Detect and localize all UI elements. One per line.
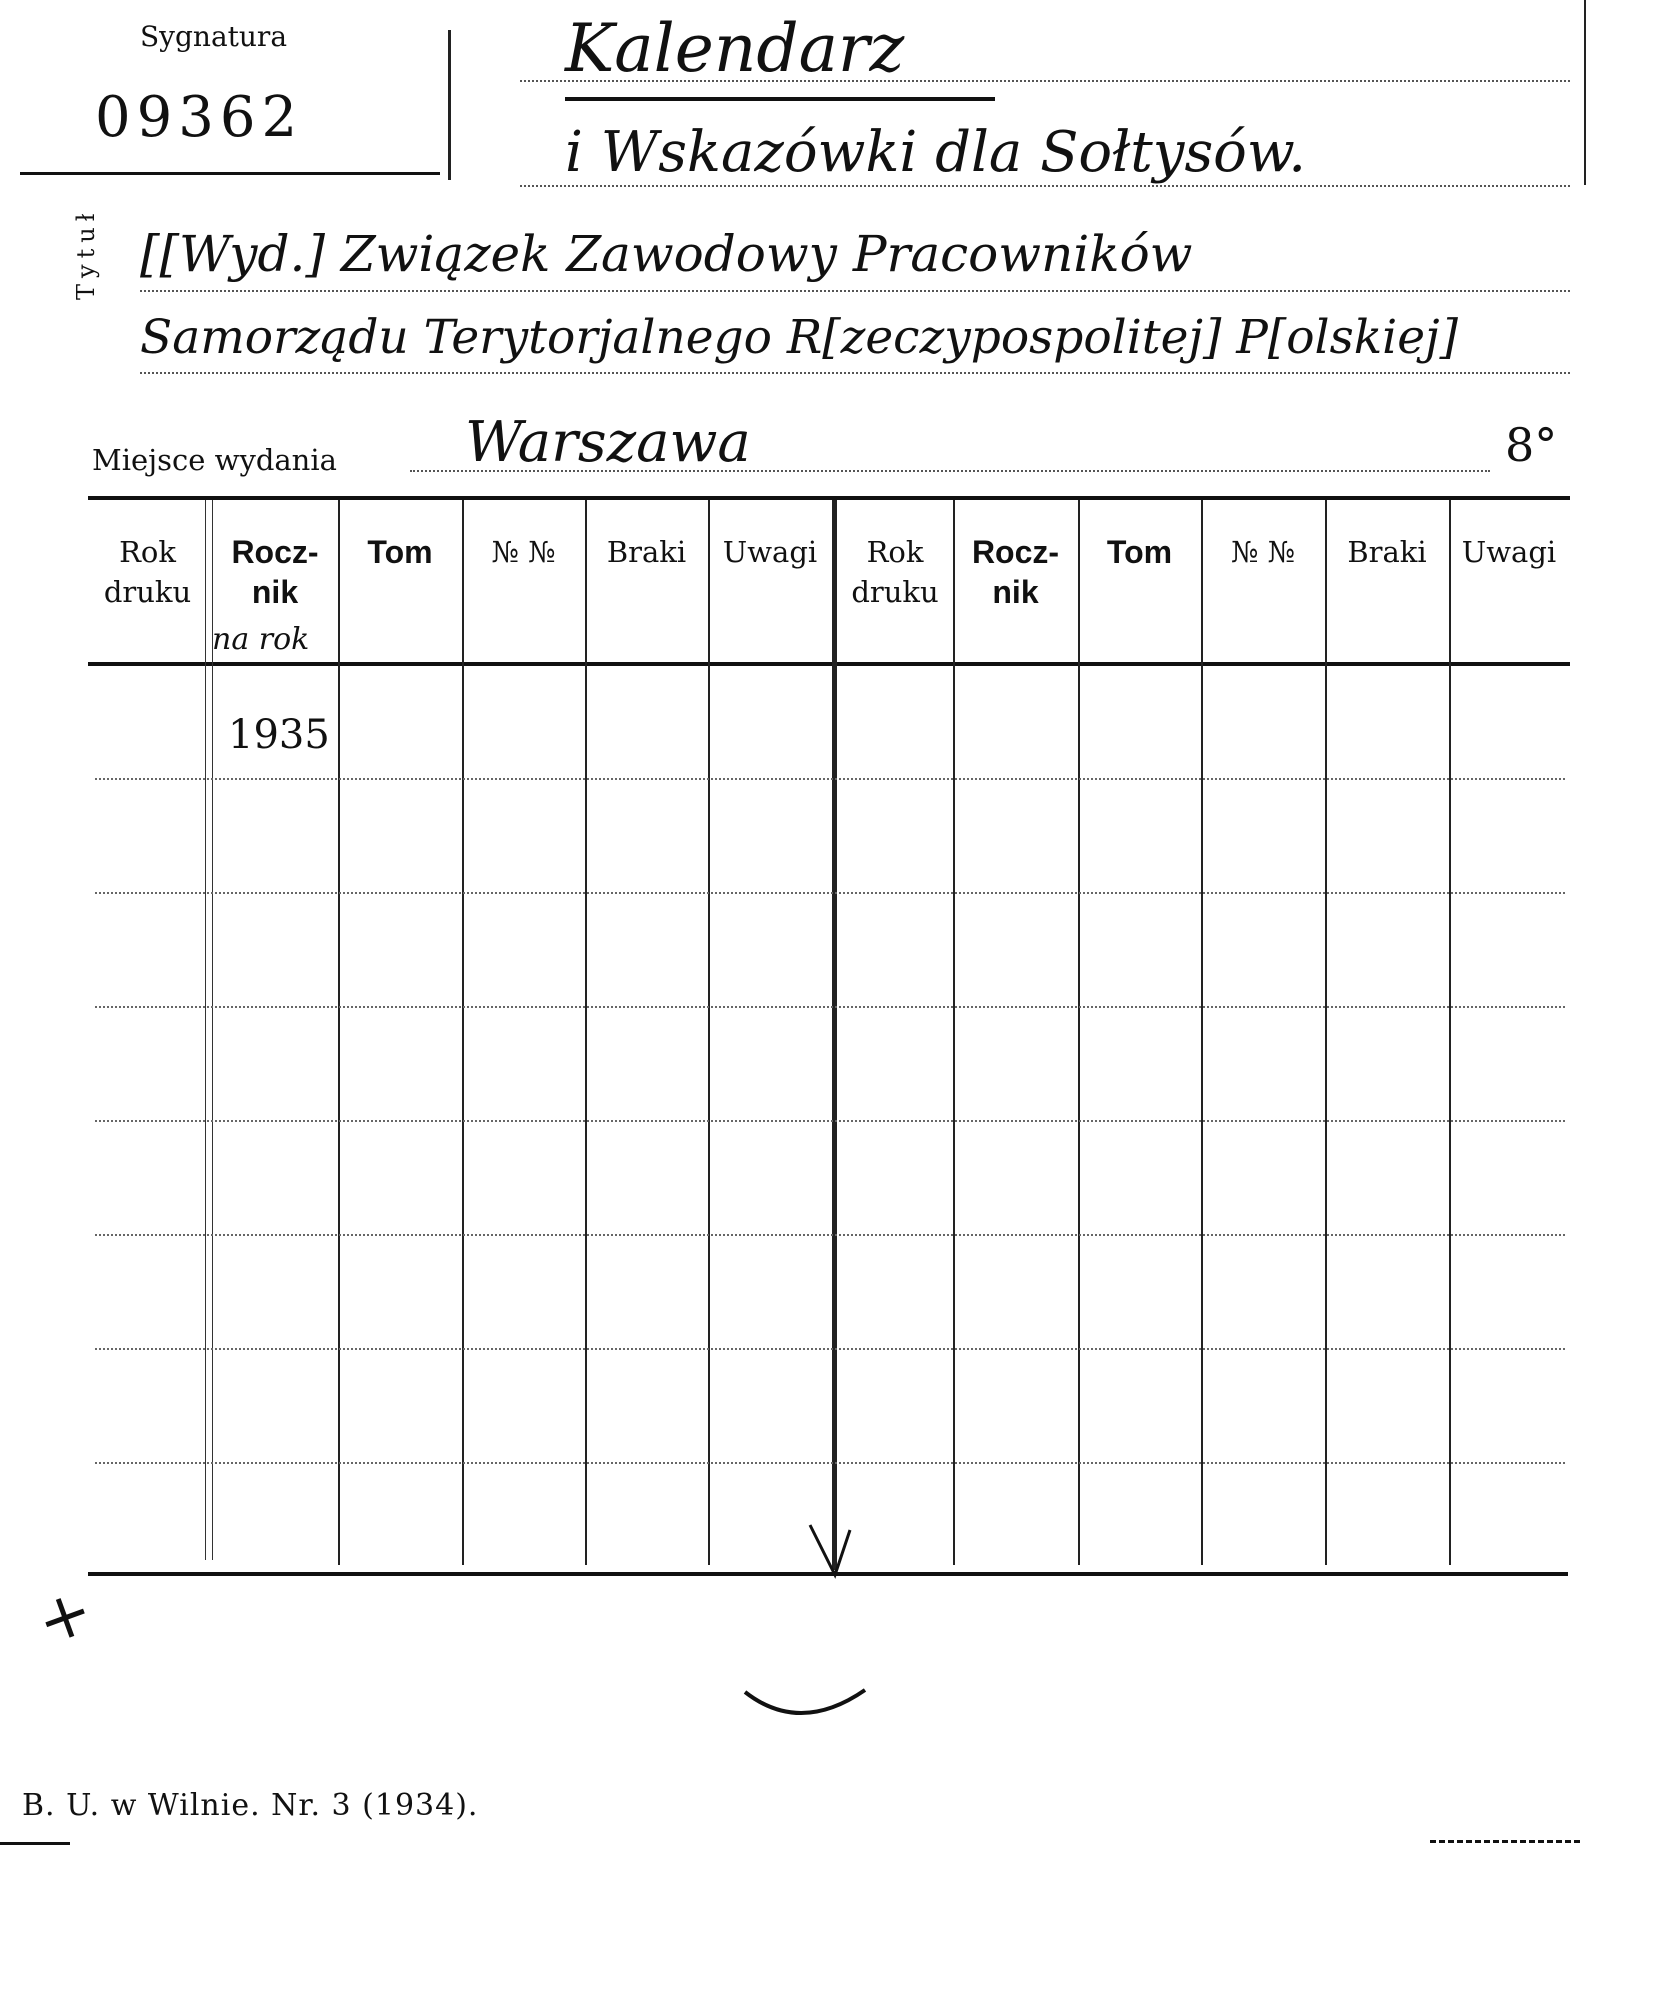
- col-sep-10: [1325, 500, 1327, 1565]
- title-main: Kalendarz: [565, 10, 905, 87]
- arrow-down-icon: [790, 1520, 870, 1580]
- col-head-label: Uwagi: [1461, 535, 1557, 569]
- row-guide-6: [95, 1348, 1565, 1350]
- col-head-rocznik-2: [953, 532, 1078, 612]
- col-head-uwagi-2: [1449, 532, 1569, 572]
- col-head-uwagi: [708, 532, 832, 572]
- place-value: Warszawa: [465, 410, 751, 475]
- title-underline: [565, 97, 995, 101]
- col-sep-middle: [832, 500, 837, 1570]
- col-head-label: Rocz- nik: [231, 534, 319, 610]
- row-guide-2: [95, 892, 1565, 894]
- col-head-label: Uwagi: [722, 535, 818, 569]
- col-sep-2: [338, 500, 340, 1565]
- format-value: 8°: [1505, 418, 1558, 472]
- right-edge-mark: [1584, 0, 1586, 185]
- publisher-line2: Samorządu Terytorjalnego R[zeczypospolitej] P[olskiej]: [140, 310, 1458, 365]
- table-header-rule: [88, 662, 1570, 666]
- col-head-braki-2: [1325, 532, 1449, 572]
- col-head-rocznik-note: na rok: [212, 622, 310, 657]
- signature-underline: [20, 172, 440, 175]
- col-sep-9: [1201, 500, 1203, 1565]
- title-dotted-line: [520, 80, 1570, 82]
- card-bottom-edge-left: [0, 1842, 70, 1845]
- col-head-numbers-2: [1201, 532, 1325, 572]
- col-head-rok-druku-2: [837, 532, 953, 612]
- row-guide-1: [95, 778, 1565, 780]
- col-head-tom: [338, 532, 462, 572]
- signature-divider: [448, 30, 451, 180]
- row-guide-7: [95, 1462, 1565, 1464]
- row-guide-5: [95, 1234, 1565, 1236]
- col-sep-4: [585, 500, 587, 1565]
- entry-year: 1935: [228, 712, 330, 758]
- col-head-braki: [585, 532, 708, 572]
- col-head-label: Rocz- nik: [971, 534, 1060, 610]
- col-head-label: Tom: [1106, 534, 1173, 570]
- tytul-label: Tytuł: [72, 207, 100, 300]
- col-head-label: № №: [491, 535, 556, 569]
- col-head-numbers: [462, 532, 585, 572]
- col-sep-8: [1078, 500, 1080, 1565]
- place-dots: [410, 470, 1490, 472]
- col-head-tom-2: [1078, 532, 1201, 572]
- signature-number: 09362: [95, 85, 304, 150]
- col-sep-3: [462, 500, 464, 1565]
- col-head-label: Rok druku: [103, 535, 192, 609]
- col-sep-7: [953, 500, 955, 1565]
- col-head-rok-druku: [90, 532, 205, 612]
- signature-label: Sygnatura: [140, 20, 288, 53]
- pencil-stroke-icon: [740, 1680, 880, 1740]
- subtitle-dotted-line: [520, 185, 1570, 187]
- table-top-rule: [88, 496, 1570, 500]
- col-sep-5: [708, 500, 710, 1565]
- col-head-label: Braki: [1347, 535, 1427, 569]
- title-subtitle: i Wskazówki dla Sołtysów.: [565, 120, 1306, 185]
- row-guide-3: [95, 1006, 1565, 1008]
- col-sep-1: [205, 500, 206, 1560]
- cross-mark: +: [26, 1573, 103, 1661]
- col-head-label: Rok druku: [851, 535, 939, 609]
- publisher-line1-dots: [140, 290, 1570, 292]
- col-sep-11: [1449, 500, 1451, 1565]
- place-label: Miejsce wydania: [92, 443, 337, 477]
- footer-imprint: B. U. w Wilnie. Nr. 3 (1934).: [22, 1788, 479, 1823]
- row-guide-4: [95, 1120, 1565, 1122]
- col-sep-1b: [212, 500, 213, 1560]
- col-head-label: № №: [1230, 535, 1296, 569]
- publisher-line2-dots: [140, 372, 1570, 374]
- col-head-label: Tom: [367, 534, 433, 570]
- col-head-label: Braki: [606, 535, 687, 569]
- card-bottom-edge-right: [1430, 1840, 1580, 1843]
- col-head-rocznik: [212, 532, 338, 612]
- publisher-line1: [[Wyd.] Związek Zawodowy Pracowników: [140, 225, 1193, 283]
